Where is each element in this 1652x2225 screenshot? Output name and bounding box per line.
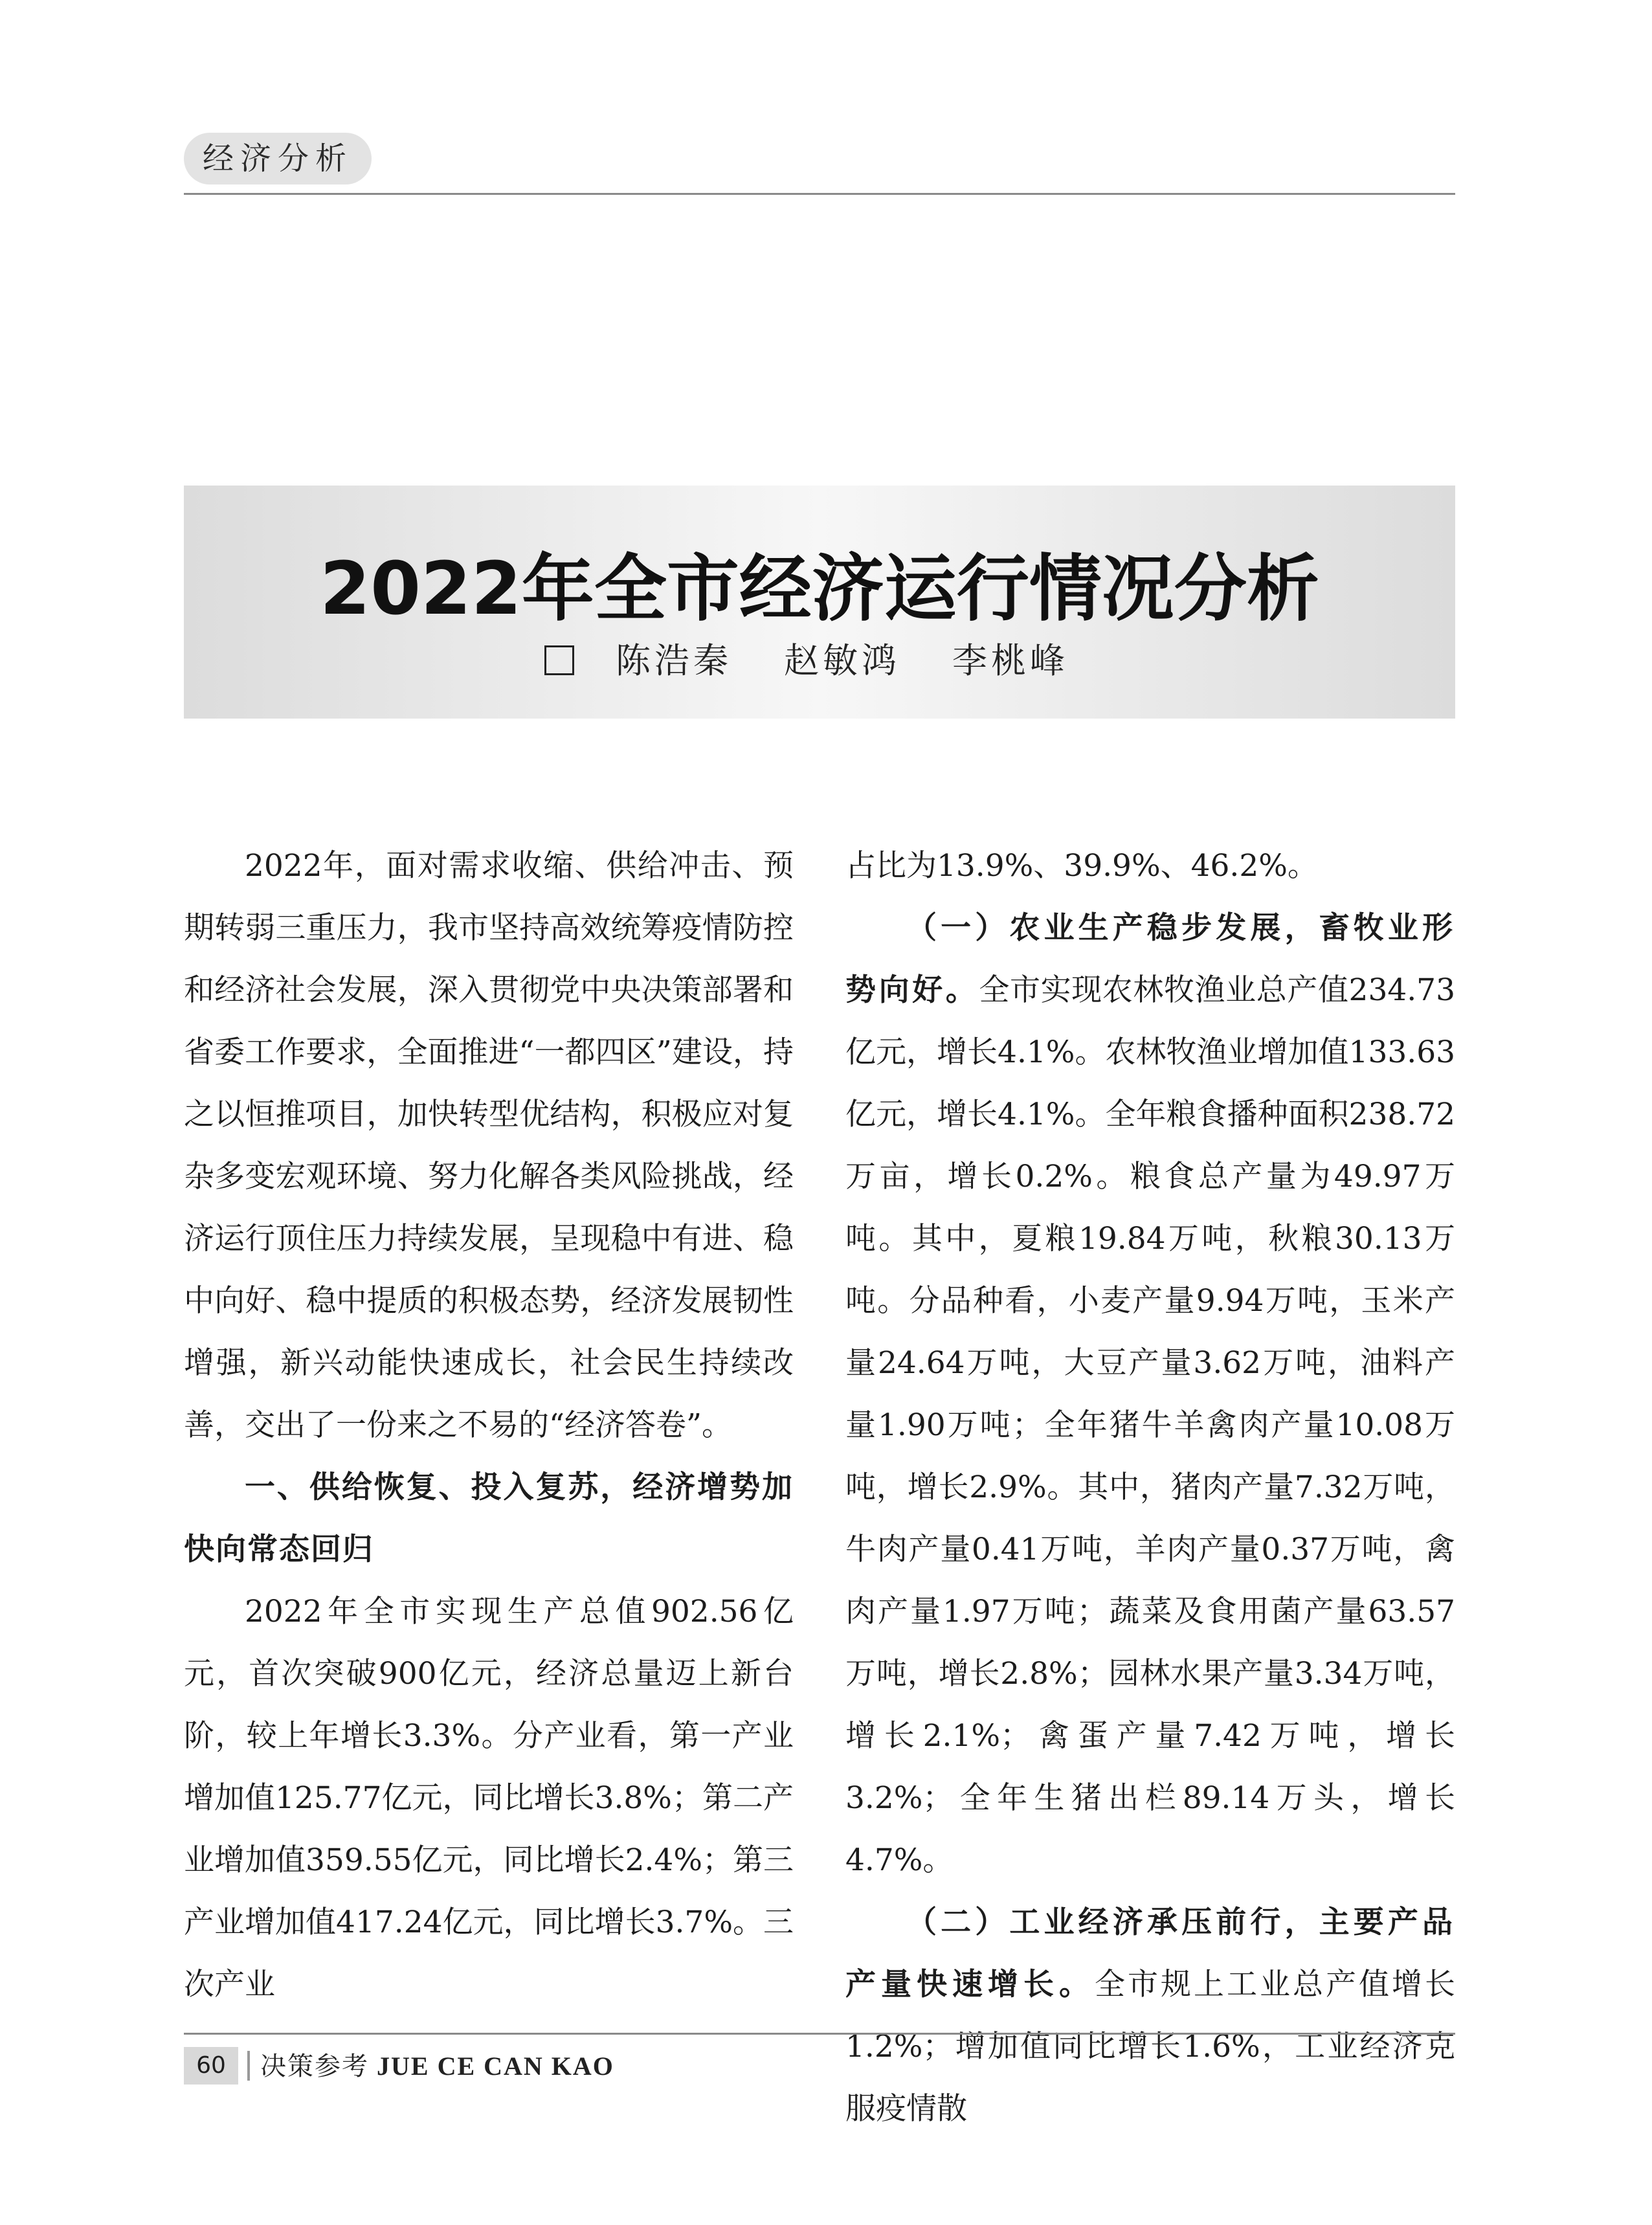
article-title: 2022年全市经济运行情况分析 — [320, 547, 1319, 631]
journal-name — [260, 2050, 614, 2083]
subsection-heading: （一）农业生产稳步发展，畜牧业形势向好。 — [845, 910, 1455, 1008]
author-name: 赵敏鸿 — [784, 640, 900, 681]
left-column — [184, 835, 794, 2016]
footer-rule — [184, 2033, 1455, 2035]
square-bullet-icon — [544, 645, 574, 675]
author-name: 李桃峰 — [952, 640, 1069, 681]
subsection-paragraph — [845, 897, 1455, 1892]
right-column — [845, 835, 1455, 2140]
header-rule — [184, 193, 1455, 195]
subsection-heading: （二）工业经济承压前行，主要产品产量快速增长。 — [845, 1905, 1455, 2002]
section-tag: 经济分析 — [184, 133, 372, 184]
subsection-text: 全市规上工业总产值增长1.2%；增加值同比增长1.6%，工业经济克服疫情散 — [845, 1967, 1455, 2127]
continued-paragraph: 占比为13.9%、39.9%、46.2%。 — [845, 848, 1318, 884]
journal-title-cn: 决策参考 — [260, 2052, 369, 2081]
footer-separator — [247, 2051, 250, 2081]
body-paragraph: 2022年全市实现生产总值902.56亿元，首次突破900亿元，经济总量迈上新台阶，较上年增长3.3%。分产业看，第一产业增加值125.77亿元，同比增长3.8%；第二产业增加值359.55亿元，同比增长2.4%；第三产业增加值417.24亿元，同比增长3.7%。三次产业 — [184, 1594, 794, 2002]
subsection-paragraph — [845, 1892, 1455, 2140]
author-line — [184, 633, 1455, 683]
page-number: 60 — [184, 2047, 238, 2085]
section-heading: 一、供给恢复、投入复苏，经济增势加快向常态回归 — [184, 1470, 794, 1567]
author-name: 陈浩秦 — [616, 640, 732, 681]
title-band — [184, 486, 1455, 719]
journal-title-pinyin: JUE CE CAN KAO — [377, 2052, 614, 2081]
intro-paragraph: 2022年，面对需求收缩、供给冲击、预期转弱三重压力，我市坚持高效统筹疫情防控和经济社会发展，深入贯彻党中央决策部署和省委工作要求，全面推进“一都四区”建设，持之以恒推项目，加快转型优结构，积极应对复杂多变宏观环境、努力化解各类风险挑战，经济运行顶住压力持续发展，呈现稳中有进、稳中向好、稳中提质的积极态势，经济发展韧性增强，新兴动能快速成长，社会民生持续改善，交出了一份来之不易的“经济答卷”。 — [184, 848, 794, 1443]
subsection-text: 全市实现农林牧渔业总产值234.73亿元，增长4.1%。农林牧渔业增加值133.63亿元，增长4.1%。全年粮食播种面积238.72万亩，增长0.2%。粮食总产量为49.97万吨。其中，夏粮19.84万吨，秋粮30.13万吨。分品种看，小麦产量9.94万吨，玉米产量24.64万吨，大豆产量3.62万吨，油料产量1.90万吨；全年猪牛羊禽肉产量10.08万吨，增长2.9%。其中，猪肉产量7.32万吨，牛肉产量0.41万吨，羊肉产量0.37万吨，禽肉产量1.97万吨；蔬菜及食用菌产量63.57万吨，增长2.8%；园林水果产量3.34万吨，增长2.1%；禽蛋产量7.42万吨，增长3.2%；全年生猪出栏89.14万头，增长4.7%。 — [845, 972, 1455, 1878]
